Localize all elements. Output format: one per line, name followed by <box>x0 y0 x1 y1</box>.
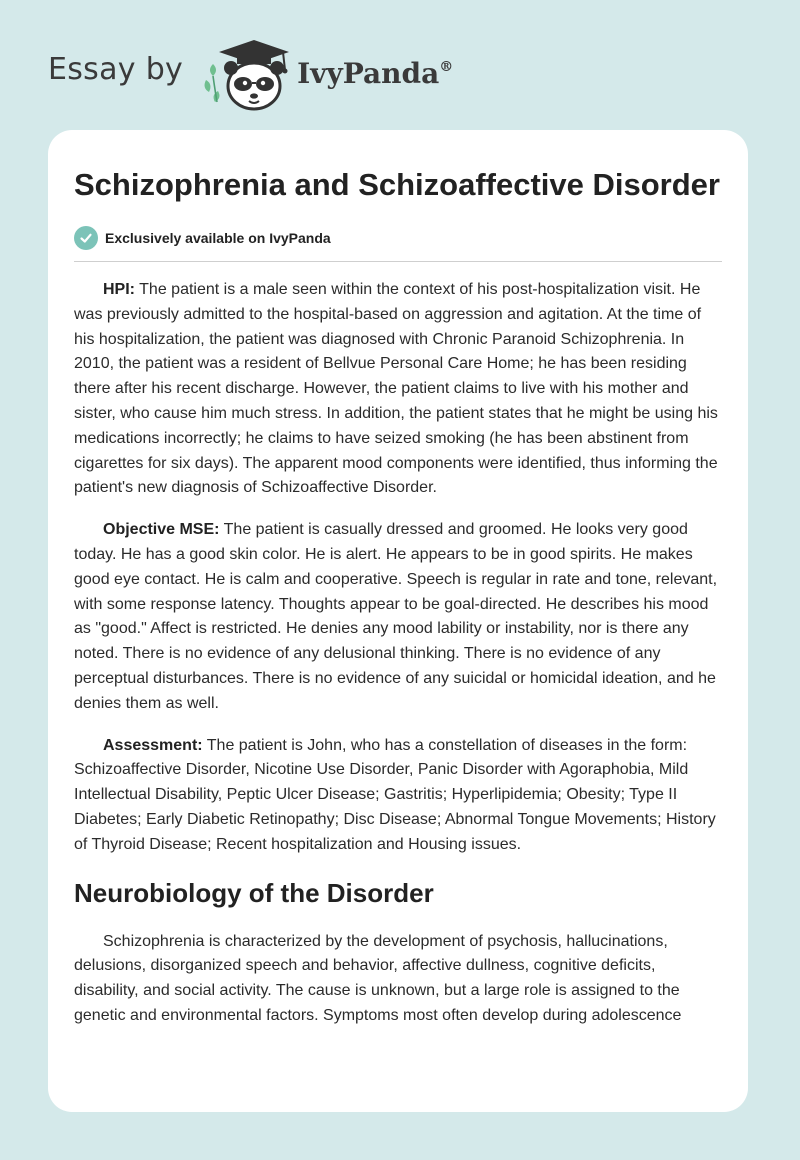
brand-name: IvyPanda <box>297 56 440 90</box>
paragraph-assessment <box>74 734 722 858</box>
paragraph-objective-mse <box>74 518 722 716</box>
paragraph-label: Assessment: <box>103 736 203 754</box>
essay-card <box>48 130 748 1112</box>
paragraph-text: The patient is casually dressed and groomed. He looks very good today. He has a good skin color. He is alert. He appears to be in good spirits. He makes good eye contact. He is calm and cooperative. Speech is regular in rate and tone, relevant, with some response latency. Thoughts appear to be goal-directed. He describes his mood as "good." Affect is restricted. He denies any mood lability or instability, nor is there any noted. There is no evidence of any delusional thinking. There is no evidence of any perceptual disturbances. There is no evidence of any suicidal or homicidal ideation, and he denies them as well. <box>74 521 718 712</box>
page-title: Schizophrenia and Schizoaffective Disorder <box>74 167 720 202</box>
paragraph-label: HPI: <box>103 281 135 298</box>
registered-mark: ® <box>439 58 454 75</box>
ivypanda-brand[interactable] <box>297 57 453 90</box>
paragraph-text: The patient is a male seen within the context of his post-hospitalization visit. He was previously admitted to the hospital-based on aggression and agitation. At the time of his hospitalization, the patient was diagnosed with Chronic Paranoid Schizophrenia. In 2010, the patient was a resident of Bellvue Personal Care Home; he has been residing there after his recent discharge. However, the patient claims to live with his mother and sister, who cause him much stress. In addition, the patient states that he might be using his medications incorrectly; he claims to have seized smoking (he has been abstinent from cigarettes for six days). The apparent mood components were identified, thus informing the patient's new diagnosis of Schizoaffective Disorder. <box>74 281 718 497</box>
exclusive-badge <box>74 226 722 250</box>
ivypanda-logo-icon[interactable] <box>199 36 293 112</box>
site-header <box>48 34 453 114</box>
paragraph-label: Objective MSE: <box>103 521 220 539</box>
section-heading: Neurobiology of the Disorder <box>74 877 434 908</box>
checkmark-icon <box>74 226 98 250</box>
exclusive-badge-label: Exclusively available on IvyPanda <box>105 230 331 246</box>
paragraph-text: The patient is John, who has a constellation of diseases in the form: Schizoaffective Disorder, Nicotine Use Disorder, Panic Disorder with Agoraphobia, Mild Intellectual Disability, Peptic Ulcer Disease; Gastritis; Hyperlipidemia; Obesity; Type II Diabetes; Early Diabetic Retinopathy; Disc Disease; Abnormal Tongue Movements; History of Thyroid Disease; Recent hospitalization and Housing issues. <box>74 736 716 853</box>
essay-by-label: Essay by <box>48 51 184 87</box>
paragraph-neurobiology: Schizophrenia is characterized by the development of psychosis, hallucinations, delusions, disorganized speech and behavior, affective dullness, cognitive deficits, disability, and social activity. The cause is unknown, but a large role is assigned to the genetic and environmental factors. Symptoms most often develop during adolescence <box>74 932 682 1024</box>
divider <box>74 261 722 262</box>
paragraph-hpi <box>74 278 722 501</box>
